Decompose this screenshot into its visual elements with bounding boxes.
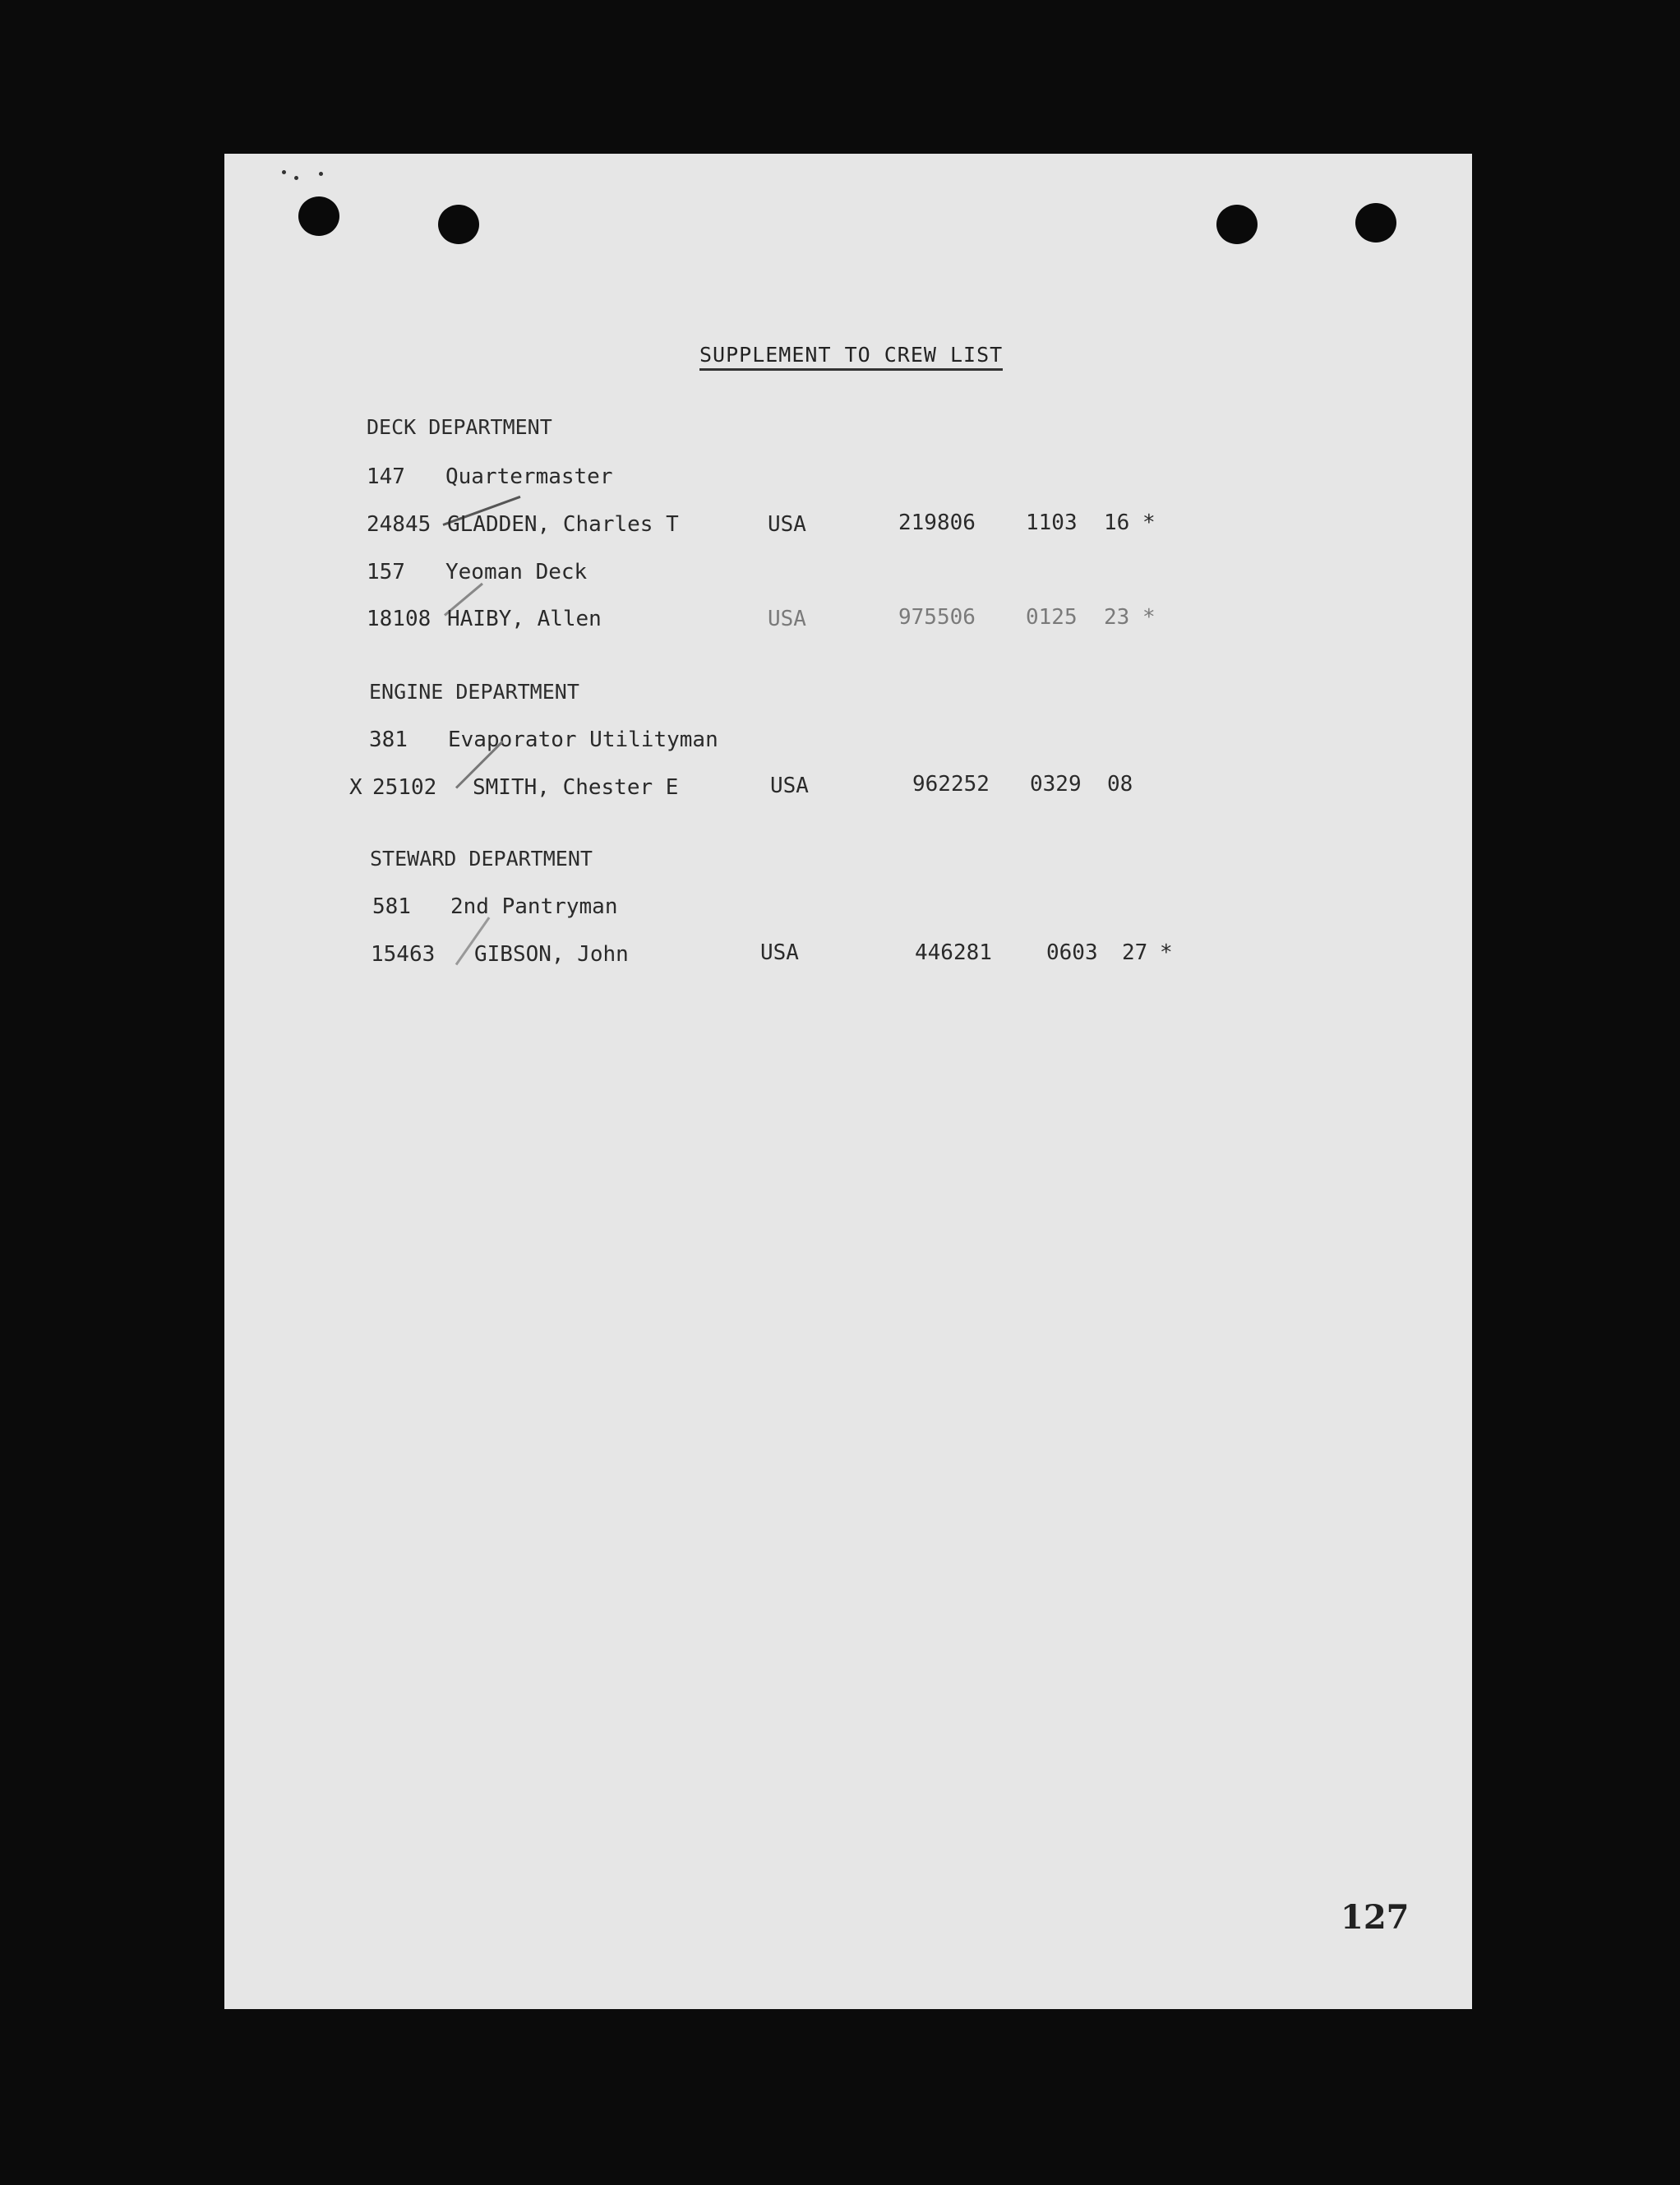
position-title: Yeoman Deck bbox=[445, 560, 588, 584]
crew-mark: X bbox=[349, 775, 362, 800]
punch-hole bbox=[438, 205, 479, 244]
crew-date: 1103 bbox=[1026, 510, 1078, 535]
crew-note: * bbox=[1142, 510, 1156, 535]
crew-name: HAIBY, Allen bbox=[447, 607, 602, 631]
crew-nationality: USA bbox=[768, 607, 806, 631]
crew-age: 16 bbox=[1104, 510, 1130, 535]
punch-hole bbox=[298, 196, 339, 236]
crew-name: SMITH, Chester E bbox=[473, 775, 679, 800]
crew-number: 24845 bbox=[367, 512, 432, 537]
page-number: 127 bbox=[1341, 1898, 1410, 1937]
position-code: 147 bbox=[367, 464, 405, 489]
position-code: 381 bbox=[369, 728, 408, 752]
document-page bbox=[224, 154, 1472, 2009]
crew-name: GLADDEN, Charles T bbox=[447, 512, 679, 537]
crew-number: 18108 bbox=[367, 607, 432, 631]
position-code: 157 bbox=[367, 560, 405, 584]
crew-name: GIBSON, John bbox=[474, 942, 629, 967]
punch-hole bbox=[1216, 205, 1258, 244]
department-heading: STEWARD DEPARTMENT bbox=[370, 847, 593, 871]
crew-date: 0603 bbox=[1046, 940, 1098, 965]
crew-document-number: 975506 bbox=[898, 605, 976, 630]
position-title: Quartermaster bbox=[445, 464, 613, 489]
department-heading: ENGINE DEPARTMENT bbox=[369, 680, 579, 704]
crew-note: * bbox=[1160, 940, 1173, 965]
crew-date: 0125 bbox=[1026, 605, 1078, 630]
department-heading: DECK DEPARTMENT bbox=[367, 415, 552, 439]
position-title: Evaporator Utilityman bbox=[448, 728, 718, 752]
crew-age: 27 bbox=[1122, 940, 1148, 965]
crew-document-number: 962252 bbox=[912, 772, 990, 797]
crew-document-number: 219806 bbox=[898, 510, 976, 535]
crew-nationality: USA bbox=[760, 940, 799, 965]
speck bbox=[282, 170, 286, 174]
speck bbox=[294, 176, 298, 180]
crew-age: 23 bbox=[1104, 605, 1130, 630]
speck bbox=[319, 172, 323, 176]
crew-number: 15463 bbox=[371, 942, 436, 967]
crew-date: 0329 bbox=[1030, 772, 1082, 797]
crew-age: 08 bbox=[1107, 772, 1133, 797]
position-code: 581 bbox=[372, 894, 411, 919]
position-title: 2nd Pantryman bbox=[450, 894, 618, 919]
crew-nationality: USA bbox=[768, 512, 806, 537]
punch-hole bbox=[1355, 203, 1396, 243]
crew-nationality: USA bbox=[770, 774, 809, 798]
crew-document-number: 446281 bbox=[915, 940, 992, 965]
document-title: SUPPLEMENT TO CREW LIST bbox=[699, 343, 1003, 371]
crew-number: 25102 bbox=[372, 775, 437, 800]
crew-note: * bbox=[1142, 605, 1156, 630]
